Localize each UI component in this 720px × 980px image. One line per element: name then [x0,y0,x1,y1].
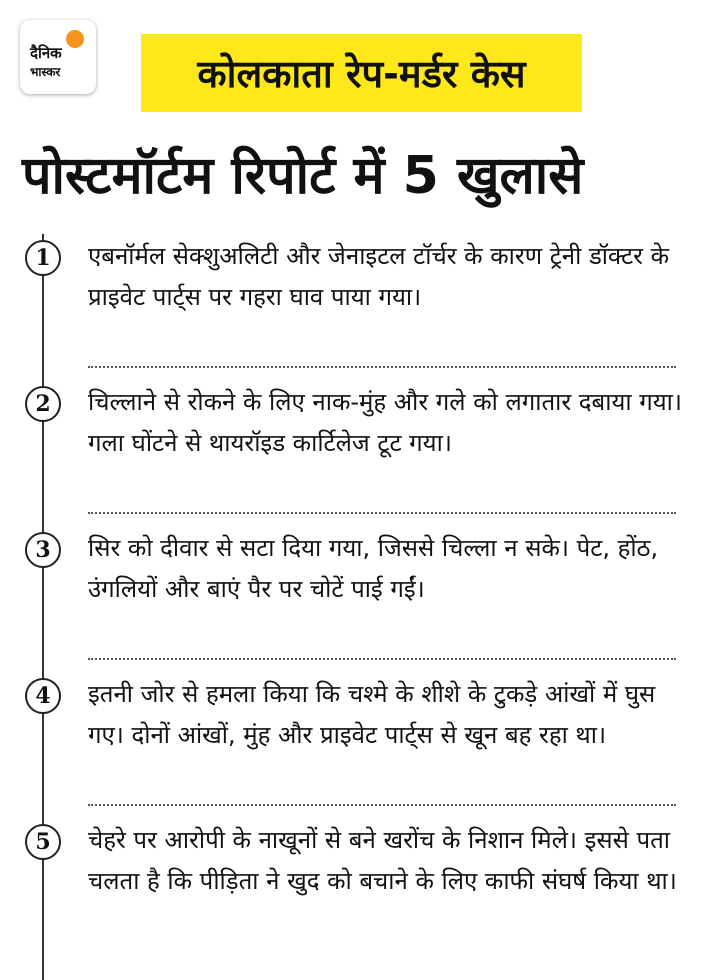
point-item-1 [0,236,720,382]
headline: पोस्टमॉर्टम रिपोर्ट में 5 खुलासे [22,146,584,206]
point-text: चेहरे पर आरोपी के नाखूनों से बने खरोंच के निशान मिले। इससे पता चलता है कि पीड़िता ने खुद को बचाने के लिए काफी संघर्ष किया था। [88,826,677,895]
sun-icon [66,30,84,48]
point-text: चिल्लाने से रोकने के लिए नाक-मुंह और गले को लगातार दबाया गया। गला घोंटने से थायरॉइड कार्टिलेज टूट गया। [88,388,682,457]
dotted-divider [88,512,676,514]
dotted-divider [88,366,676,368]
point-number-badge: 4 [25,678,61,714]
point-text: सिर को दीवार से सटा दिया गया, जिससे चिल्ला न सके। पेट, होंठ, उंगलियों और बाएं पैर पर चोटें पाई गईं। [88,534,659,603]
point-item-3 [0,528,720,674]
point-number-badge: 3 [25,532,61,568]
point-text: एबनॉर्मल सेक्शुअलिटी और जेनाइटल टॉर्चर के कारण ट्रेनी डॉक्टर के प्राइवेट पार्ट्स पर गहरा घाव पाया गया। [88,242,670,311]
point-number-badge: 1 [25,240,61,276]
point-item-5 [0,820,720,966]
point-item-2 [0,382,720,528]
point-text: इतनी जोर से हमला किया कि चश्मे के शीशे के टुकड़े आंखों में घुस गए। दोनों आंखों, मुंह और प्राइवेट पार्ट्स से खून बह रहा था। [88,680,656,749]
dotted-divider [88,658,676,660]
point-number-badge: 5 [25,824,61,860]
dotted-divider [88,804,676,806]
point-item-4 [0,674,720,820]
point-number-badge: 2 [25,386,61,422]
dainik-bhaskar-logo [20,20,96,94]
logo-text-line2: भास्कर [30,65,61,79]
logo-text-line1: दैनिक [30,44,62,62]
kicker-banner: कोलकाता रेप-मर्डर केस [141,34,582,112]
